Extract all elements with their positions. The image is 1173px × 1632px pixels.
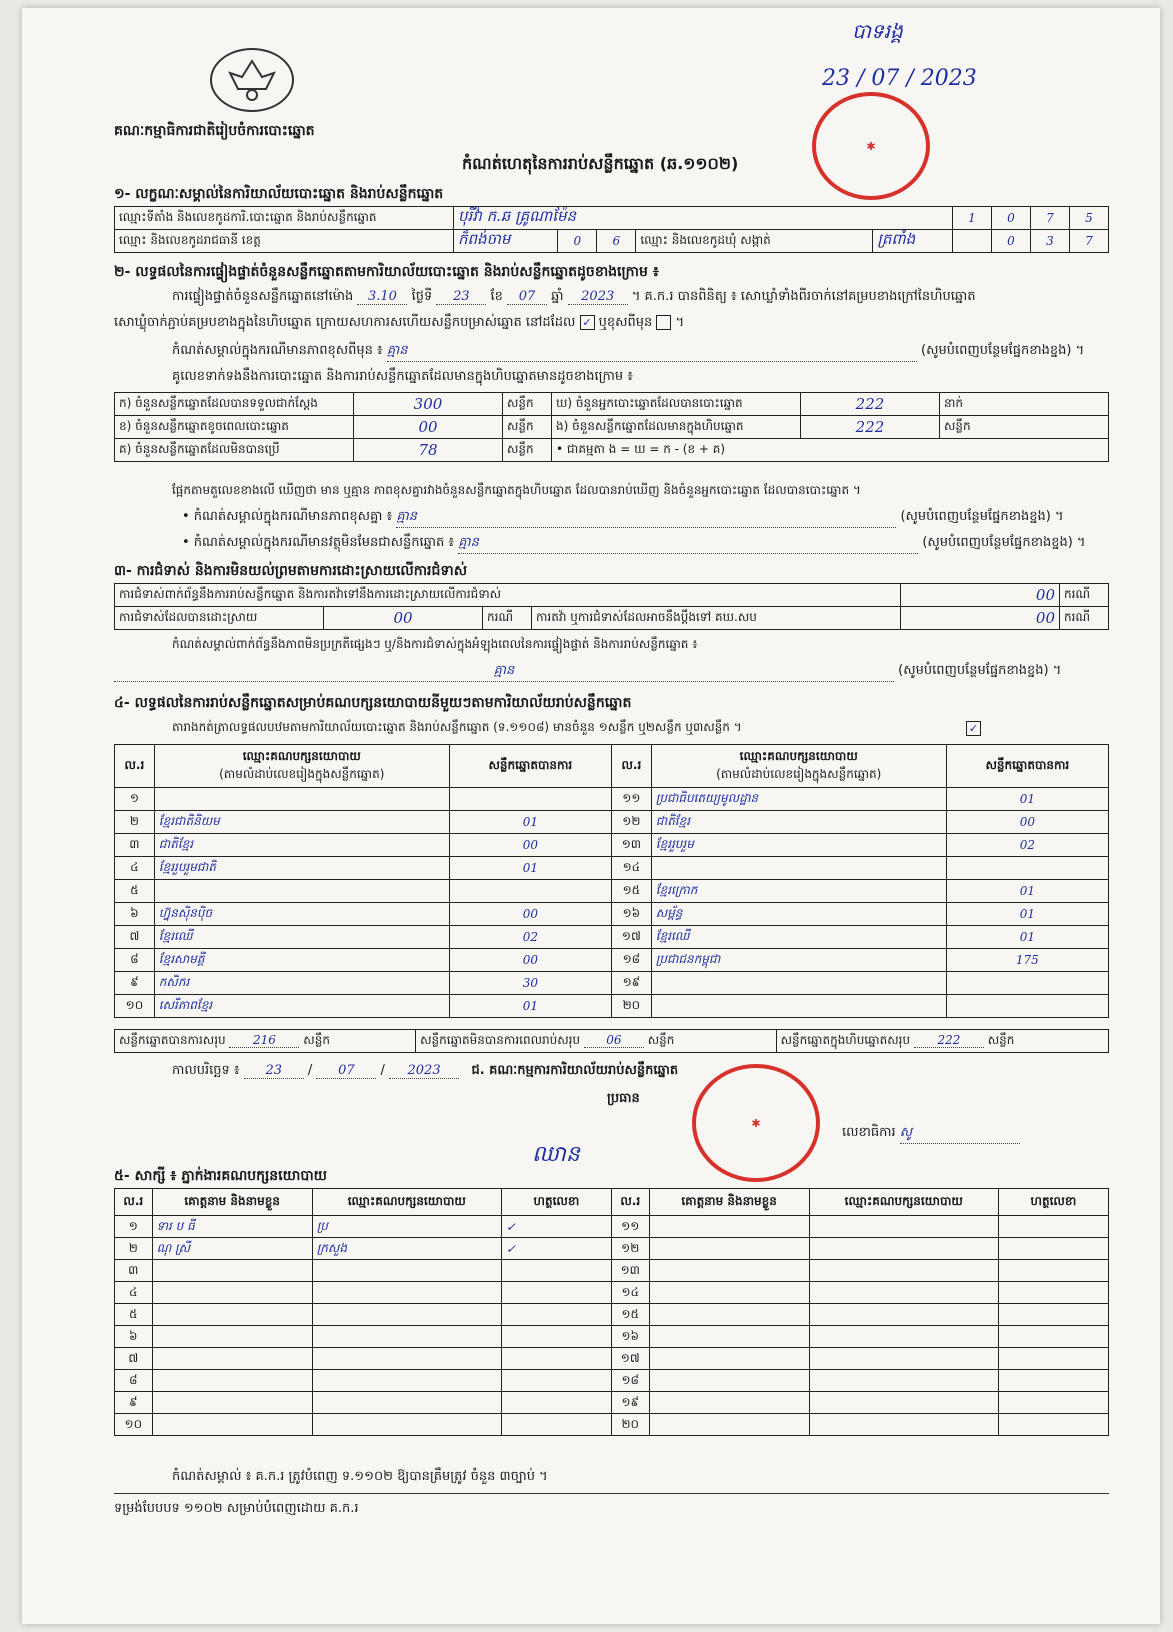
party-name xyxy=(651,995,946,1018)
vote-row xyxy=(115,995,1109,1018)
row-number: ១៥ xyxy=(611,880,651,903)
party-votes xyxy=(946,972,1108,995)
witness-signature xyxy=(998,1326,1108,1348)
witness-signature xyxy=(998,1414,1108,1436)
row-number: ៦ xyxy=(115,1326,153,1348)
form-title: កំណត់ហេតុនៃការរាប់សន្លឹកឆ្នោត (ឆ.១១០២) xyxy=(462,154,739,173)
row-number: ១០ xyxy=(115,1414,153,1436)
witness-row xyxy=(115,1348,1109,1370)
date-line: កាលបរិច្ឆេទ ៖ 23 / 07 / 2023 ជ. គណៈកម្មការការិយាល័យរាប់សន្លឹកឆ្នោត xyxy=(172,1063,679,1078)
witness-name xyxy=(649,1260,809,1282)
vote-row xyxy=(115,834,1109,857)
party-votes: 00 xyxy=(449,834,611,857)
witness-name xyxy=(649,1304,809,1326)
president-signature: ឈាន xyxy=(532,1142,580,1167)
witness-name xyxy=(649,1370,809,1392)
row-number: ១៣ xyxy=(611,1260,649,1282)
section3-heading: ៣- ការជំទាស់ និងការមិនយល់ព្រមតាមការដោះស្រាយលើការជំទាស់ xyxy=(114,563,468,579)
location-code-2: 0 xyxy=(992,207,1031,230)
party-votes: 00 xyxy=(946,811,1108,834)
row-number: ៩ xyxy=(115,1392,153,1414)
witness-name xyxy=(649,1282,809,1304)
section5-note: កំណត់សម្គាល់ ៖ គ.ក.រ ត្រូវបំពេញ ទ.១១០២ ឱ្យបានត្រឹមត្រូវ ចំនួន ៣ច្បាប់ ។ xyxy=(172,1469,548,1484)
witness-party xyxy=(312,1370,501,1392)
location-code-1: 1 xyxy=(953,207,992,230)
party-name: ខ្មែរឈើ xyxy=(154,926,449,949)
stamp-date: 23 / 07 / 2023 xyxy=(822,66,977,91)
irregularity-line: គ្មាន (សូមបំពេញបន្ថែមផ្នែកខាងខ្នង) ។ xyxy=(114,662,1061,682)
party-name xyxy=(651,972,946,995)
witness-signature xyxy=(501,1304,611,1326)
province-code-2: 6 xyxy=(597,230,636,253)
verification-day: 23 xyxy=(436,289,486,305)
official-stamp-top: ✱ xyxy=(812,92,930,200)
stamp-note: បាទរង្គ xyxy=(852,19,903,43)
commune-label: ឈ្មោះ និងលេខកូដឃុំ សង្កាត់ xyxy=(636,230,873,253)
row-number: ៣ xyxy=(115,1260,153,1282)
objections-label: ការជំទាស់ពាក់ព័ន្ធនឹងការរាប់សន្លឹកឆ្នោត និងការតវ៉ាទៅនឹងការដោះស្រាយលើការជំទាស់ xyxy=(115,584,901,607)
date-day: 23 xyxy=(244,1063,304,1079)
party-name: ប្រជាធិបតេយ្យមូលដ្ឋាន xyxy=(651,788,946,811)
row-number: ៧ xyxy=(115,926,155,949)
witness-party xyxy=(809,1348,998,1370)
row-number: ១៧ xyxy=(611,1348,649,1370)
seal-line: សោឃ្លុំចាក់ភ្ជាប់គម្របខាងក្នុងនៃហិបឆ្នោត ក្រោយសហការសហើយសន្លឹកបម្រាស់ឆ្នោត នៅដដែល ✓ ឬខុសពីមុន ។ xyxy=(114,315,685,330)
witness-row xyxy=(115,1238,1109,1260)
resolved-count: 00 xyxy=(324,607,483,630)
row-number: ១១ xyxy=(611,788,651,811)
party-name: ខ្មែររួបរួម xyxy=(651,834,946,857)
row-number: ១៦ xyxy=(611,903,651,926)
compare-line: ផ្អែកតាមតួលេខខាងលើ ឃើញថា មាន ឬគ្មាន ភាពខុសគ្នារវាងចំនួនសន្លឹកឆ្នោតក្នុងហិបឆ្នោត ដែលបានរាប់ឃើញ និងចំនួនអ្នកបោះឆ្នោត ដែលបានបោះឆ្នោត ។ xyxy=(172,483,861,497)
location-label: ឈ្មោះទីតាំង និងលេខកូដការិ.បោះឆ្នោត និងរាប់សន្លឹកឆ្នោត xyxy=(115,207,454,230)
witness-party xyxy=(809,1216,998,1238)
commune-value: ត្រពាំង xyxy=(873,230,953,253)
form-sheet xyxy=(22,8,1160,1624)
witness-row xyxy=(115,1260,1109,1282)
unchanged-checkbox[interactable]: ✓ xyxy=(580,315,595,330)
emblem-logo xyxy=(210,48,294,112)
row-number: ១៣ xyxy=(611,834,651,857)
row-number: ២០ xyxy=(611,995,651,1018)
witness-name xyxy=(152,1414,312,1436)
diff-note: • កំណត់សម្គាល់ក្នុងករណីមានភាពខុសគ្នា ៖ គ្មាន (សូមបំពេញបន្ថែមផ្នែកខាងខ្នង) ។ xyxy=(182,508,1064,528)
party-votes: 01 xyxy=(449,811,611,834)
location-code-4: 5 xyxy=(1070,207,1109,230)
missing-note-value: គ្មាន xyxy=(458,534,918,554)
vote-row xyxy=(115,972,1109,995)
witness-signature xyxy=(998,1304,1108,1326)
location-value: បុរីវ៉ា ក.ឆ គ្រូណាម៉ែន xyxy=(454,207,953,230)
spoiled-ballots: 00 xyxy=(354,416,503,439)
counts-table xyxy=(114,392,1109,462)
counts-row: គ) ចំនួនសន្លឹកឆ្នោតដែលមិនបានប្រើ 78 សន្លឹក • ជាគម្មតា ង = ឃ = ក - (ខ + គ) xyxy=(115,439,1109,462)
party-name: សេរីភាពខ្មែរ xyxy=(154,995,449,1018)
witness-signature xyxy=(998,1348,1108,1370)
party-votes: 00 xyxy=(449,903,611,926)
row-number: ១៨ xyxy=(611,949,651,972)
witness-name xyxy=(649,1326,809,1348)
party-name xyxy=(154,788,449,811)
verification-month: 07 xyxy=(507,289,547,305)
witness-party xyxy=(312,1414,501,1436)
secretary-signature: សូ xyxy=(900,1124,1020,1144)
party-votes xyxy=(449,788,611,811)
row-number: ២ xyxy=(115,1238,153,1260)
diff-note-value: គ្មាន xyxy=(396,508,896,528)
party-name: ជាតិខ្មែរ xyxy=(651,811,946,834)
witness-table: ល.រ គោត្តនាម និងនាមខ្លួន ឈ្មោះគណបក្សនយោបាយ ហត្ថលេខា ល.រ គោត្តនាម និងនាមខ្លួន ឈ្មោះគណបក្សនយោបាយ ហត្ថលេខា ១ ទារ ប ធី ប្រ ✓ ១១ ២ ណុ ស្រី ក្រសួង ✓ ១២ ៣ ១៣ ៤ ១៤ ៥ ១៥ ៦ ១៦ ៧ ១៧ ៨ ១៨ ៩ ១៩ ១០ ២០ xyxy=(114,1188,1109,1436)
province-value: ក៏ពង់ចាម xyxy=(454,230,558,253)
witness-name xyxy=(649,1216,809,1238)
party-votes: 01 xyxy=(449,857,611,880)
vote-row xyxy=(115,903,1109,926)
official-stamp-bottom: ✱ xyxy=(692,1064,820,1182)
witness-party xyxy=(312,1304,501,1326)
total-in-box: 222 xyxy=(914,1033,984,1048)
section4-intro: តារាងកត់ត្រាលទ្ធផលបឋមតាមការិយាល័យបោះឆ្នោត និងរាប់សន្លឹកឆ្នោត (ទ.១១០៨) មានចំនួន ១សន្លឹក ឬ២សន្លឹក ឬ៣សន្លឹក ។ xyxy=(172,720,742,734)
party-votes: 01 xyxy=(946,880,1108,903)
row-number: ១៩ xyxy=(611,1392,649,1414)
party-votes: 01 xyxy=(946,788,1108,811)
witness-signature xyxy=(998,1392,1108,1414)
witness-party xyxy=(312,1326,501,1348)
row-number: ៤ xyxy=(115,1282,153,1304)
row-number: ៩ xyxy=(115,972,155,995)
witness-party: ប្រ xyxy=(312,1216,501,1238)
witness-party xyxy=(809,1282,998,1304)
footer-text: ទម្រង់បែបបទ ១១០២ សម្រាប់បំពេញដោយ គ.ក.រ xyxy=(114,1501,359,1516)
party-name: ជាតិខ្មែរ xyxy=(154,834,449,857)
witness-party xyxy=(809,1370,998,1392)
province-label: ឈ្មោះ និងលេខកូដរាជធានី ខេត្ត xyxy=(115,230,454,253)
witness-party xyxy=(312,1282,501,1304)
party-name: សម្ព័ន្ធ xyxy=(651,903,946,926)
vote-row xyxy=(115,926,1109,949)
witness-name xyxy=(152,1260,312,1282)
party-name: ខ្មែរសាមគ្គី xyxy=(154,949,449,972)
vote-row xyxy=(115,949,1109,972)
resolved-label: ការជំទាស់ដែលបានដោះស្រាយ xyxy=(115,607,324,630)
row-number: ១៧ xyxy=(611,926,651,949)
party-votes: 01 xyxy=(946,926,1108,949)
party-name xyxy=(651,857,946,880)
change-note-value: គ្មាន xyxy=(387,342,917,362)
witness-row xyxy=(115,1282,1109,1304)
president-label: ប្រធាន xyxy=(607,1091,640,1106)
footer-divider xyxy=(114,1493,1109,1494)
witness-name xyxy=(152,1304,312,1326)
witness-signature xyxy=(501,1326,611,1348)
vote-row xyxy=(115,788,1109,811)
witness-name: ណុ ស្រី xyxy=(152,1238,312,1260)
row-number: ១៤ xyxy=(611,857,651,880)
witness-party: ក្រសួង xyxy=(312,1238,501,1260)
witness-name xyxy=(649,1348,809,1370)
location-code-3: 7 xyxy=(1031,207,1070,230)
party-votes: 01 xyxy=(449,995,611,1018)
total-valid: 216 xyxy=(229,1033,299,1048)
formula: • ជាគម្មតា ង = ឃ = ក - (ខ + គ) xyxy=(552,439,1109,462)
verification-year: 2023 xyxy=(568,289,628,305)
witness-party xyxy=(312,1348,501,1370)
row-number: ១២ xyxy=(611,1238,649,1260)
row-number: ១ xyxy=(115,788,155,811)
commune-code-3: 7 xyxy=(1070,230,1109,253)
vote-row xyxy=(115,880,1109,903)
row-number: ៣ xyxy=(115,834,155,857)
voters-count: 222 xyxy=(801,393,940,416)
commune-code-blank xyxy=(953,230,992,253)
change-note: កំណត់សម្គាល់ក្នុងករណីមានភាពខុសពីមុន ៖ គ្មាន (សូមបំពេញបន្ថែមផ្នែកខាងខ្នង) ។ xyxy=(172,342,1084,362)
row-number: ១៨ xyxy=(611,1370,649,1392)
vote-row xyxy=(115,811,1109,834)
witness-party xyxy=(809,1326,998,1348)
witness-row xyxy=(115,1414,1109,1436)
witness-signature xyxy=(998,1282,1108,1304)
irregularity-value: គ្មាន xyxy=(114,662,894,682)
witness-party xyxy=(809,1304,998,1326)
witness-name xyxy=(152,1348,312,1370)
witness-name xyxy=(152,1282,312,1304)
party-votes: 01 xyxy=(946,903,1108,926)
witness-party xyxy=(809,1260,998,1282)
counts-row: ក) ចំនួនសន្លឹកឆ្នោតដែលបានទទួលជាក់ស្តែង 300 សន្លឹក ឃ) ចំនួនអ្នកបោះឆ្នោតដែលបានបោះឆ្នោត 222 នាក់ xyxy=(115,393,1109,416)
vote-row xyxy=(115,857,1109,880)
row-number: ១៦ xyxy=(611,1326,649,1348)
party-votes xyxy=(449,880,611,903)
row-number: ៤ xyxy=(115,857,155,880)
party-name: ប្រជាជនកម្ពុជា xyxy=(651,949,946,972)
party-votes xyxy=(946,995,1108,1018)
witness-signature xyxy=(501,1282,611,1304)
section5-heading: ៥- សាក្សី ៖ ភ្នាក់ងារគណបក្សនយោបាយ xyxy=(114,1168,328,1184)
party-votes: 02 xyxy=(946,834,1108,857)
witness-signature xyxy=(501,1392,611,1414)
row-number: ៨ xyxy=(115,1370,153,1392)
witness-signature xyxy=(501,1348,611,1370)
row-number: ១១ xyxy=(611,1216,649,1238)
three-sheets-checkbox[interactable]: ✓ xyxy=(966,721,981,736)
party-name xyxy=(154,880,449,903)
section2-intro: គូលេខទាក់ទងនឹងការបោះឆ្នោត និងការរាប់សន្លឹកឆ្នោតដែលមានក្នុងហិបឆ្នោតមានដូចខាងក្រោម ៖ xyxy=(172,369,633,384)
witness-party xyxy=(809,1414,998,1436)
received-ballots: 300 xyxy=(354,393,503,416)
witness-row xyxy=(115,1304,1109,1326)
province-code-1: 0 xyxy=(558,230,597,253)
section2-heading: ២- លទ្ធផលនៃការផ្ទៀងផ្ទាត់ចំនួនសន្លឹកឆ្នោតតាមការិយាល័យបោះឆ្នោត និងរាប់សន្លឹកឆ្នោតដូចខាងក្រោម ៖ xyxy=(114,264,659,280)
commune-code-1: 0 xyxy=(992,230,1031,253)
party-name: ខ្មែរជាតិនិយម xyxy=(154,811,449,834)
counts-row: ខ) ចំនួនសន្លឹកឆ្នោតខូចពេលបោះឆ្នោត 00 សន្លឹក ង) ចំនួនសន្លឹកឆ្នោតដែលមានក្នុងហិបឆ្នោត 222 សន្លឹក xyxy=(115,416,1109,439)
row-number: ១៥ xyxy=(611,1304,649,1326)
party-name: ហ្វ៊ុនស៊ិនប៉ិច xyxy=(154,903,449,926)
total-invalid: 06 xyxy=(584,1033,644,1048)
party-votes xyxy=(946,857,1108,880)
witness-row xyxy=(115,1392,1109,1414)
witness-name xyxy=(152,1326,312,1348)
witness-signature xyxy=(998,1216,1108,1238)
row-number: ៦ xyxy=(115,903,155,926)
appeal-label: ការតវ៉ា ឬការជំទាស់ដែលអាចនឹងប្តឹងទៅ គឃ.សប xyxy=(532,607,901,630)
org-name: គណៈកម្មាធិការជាតិរៀបចំការបោះឆ្នោត xyxy=(114,123,315,139)
verification-time: 3.10 xyxy=(357,289,407,305)
date-year: 2023 xyxy=(389,1063,459,1079)
date-month: 07 xyxy=(316,1063,376,1079)
witness-name: ទារ ប ធី xyxy=(152,1216,312,1238)
row-number: ២០ xyxy=(611,1414,649,1436)
unused-ballots: 78 xyxy=(354,439,503,462)
section1-table xyxy=(114,206,1109,253)
party-name: ខ្មែររួបរួមជាតិ xyxy=(154,857,449,880)
irregularity-note: កំណត់សម្គាល់ពាក់ព័ន្ធនឹងភាពមិនប្រក្រតីផ្សេងៗ ឬ/និងការជំទាស់ក្នុងអំឡុងពេលនៃការផ្ទៀងផ្ទាត់ និងការរាប់សន្លឹកឆ្នោត ៖ xyxy=(172,637,698,651)
party-votes: 02 xyxy=(449,926,611,949)
witness-row xyxy=(115,1370,1109,1392)
row-number: ១៩ xyxy=(611,972,651,995)
secretary-line: លេខាធិការ សូ xyxy=(842,1124,1020,1144)
appeal-count: 00 xyxy=(901,607,1060,630)
changed-checkbox[interactable] xyxy=(656,315,671,330)
section4-heading: ៤- លទ្ធផលនៃការរាប់សន្លឹកឆ្នោតសម្រាប់គណបក្សនយោបាយនីមួយៗតាមការិយាល័យរាប់សន្លឹកឆ្នោត xyxy=(114,695,632,711)
witness-signature: ✓ xyxy=(501,1216,611,1238)
row-number: ៥ xyxy=(115,880,155,903)
objections-table: ការជំទាស់ពាក់ព័ន្ធនឹងការរាប់សន្លឹកឆ្នោត និងការតវ៉ាទៅនឹងការដោះស្រាយលើការជំទាស់ 00 ករណី ការជំទាស់ដែលបានដោះស្រាយ 00 ករណី ការតវ៉ា ឬការជំទាស់ដែលអាចនឹងប្តឹងទៅ គឃ.សប 00 ករណី xyxy=(114,583,1109,630)
witness-name xyxy=(649,1392,809,1414)
party-name: កសិករ xyxy=(154,972,449,995)
witness-party xyxy=(312,1260,501,1282)
row-number: ១០ xyxy=(115,995,155,1018)
witness-signature xyxy=(501,1414,611,1436)
witness-party xyxy=(809,1392,998,1414)
witness-name xyxy=(152,1392,312,1414)
party-name: ខ្មែរឈើ xyxy=(651,926,946,949)
witness-signature: ✓ xyxy=(501,1238,611,1260)
party-votes: 00 xyxy=(449,949,611,972)
row-number: ៨ xyxy=(115,949,155,972)
row-number: ២ xyxy=(115,811,155,834)
ballots-in-box: 222 xyxy=(801,416,940,439)
row-number: ១៤ xyxy=(611,1282,649,1304)
row-number: ១២ xyxy=(611,811,651,834)
row-number: ១ xyxy=(115,1216,153,1238)
witness-party xyxy=(312,1392,501,1414)
witness-signature xyxy=(998,1238,1108,1260)
witness-signature xyxy=(501,1260,611,1282)
party-votes: 30 xyxy=(449,972,611,995)
commune-code-2: 3 xyxy=(1031,230,1070,253)
party-votes: 175 xyxy=(946,949,1108,972)
missing-note: • កំណត់សម្គាល់ក្នុងករណីមានវត្ថុមិនមែនជាសន្លឹកឆ្នោត ៖ គ្មាន (សូមបំពេញបន្ថែមផ្នែកខាងខ្នង) ។ xyxy=(182,534,1085,554)
verification-line: ការផ្ទៀងផ្ទាត់ចំនួនសន្លឹកឆ្នោតនៅម៉ោង 3.10 ថ្ងៃទី 23 ខែ 07 ឆ្នាំ 2023 ។ គ.ក.រ បានពិនិត្យ ៖ សោឃ្លាំទាំងពីរចាក់នៅគម្របខាងក្រៅនៃហិបឆ្នោត xyxy=(172,289,976,304)
witness-row xyxy=(115,1326,1109,1348)
witness-signature xyxy=(998,1370,1108,1392)
witness-name xyxy=(649,1414,809,1436)
witness-name xyxy=(649,1238,809,1260)
witness-signature xyxy=(501,1370,611,1392)
section1-heading: ១- លក្ខណៈសម្គាល់នៃការិយាល័យបោះឆ្នោត និងរាប់សន្លឹកឆ្នោត xyxy=(114,186,444,202)
witness-signature xyxy=(998,1260,1108,1282)
witness-name xyxy=(152,1370,312,1392)
witness-party xyxy=(809,1238,998,1260)
row-number: ៥ xyxy=(115,1304,153,1326)
objections-count: 00 xyxy=(901,584,1060,607)
party-name: ខ្មែរក្រោក xyxy=(651,880,946,903)
witness-row xyxy=(115,1216,1109,1238)
vote-totals: សន្លឹកឆ្នោតបានការសរុប 216 សន្លឹក សន្លឹកឆ្នោតមិនបានការពេលរាប់សរុប 06 សន្លឹក សន្លឹកឆ្នោតក្នុងហិបឆ្នោតសរុប 222 សន្លឹក xyxy=(114,1029,1109,1053)
party-votes-table: ល.រ ឈ្មោះគណបក្សនយោបាយ (តាមលំដាប់លេខរៀងក្នុងសន្លឹកឆ្នោត) សន្លឹកឆ្នោតបានការ ល.រ ឈ្មោះគណបក្សនយោបាយ (តាមលំដាប់លេខរៀងក្នុងសន្លឹកឆ្នោត) សន្លឹកឆ្នោតបានការ ១ ១១ ប្រជាធិបតេយ្យមូលដ្ឋាន 01 ២ ខ្មែរជាតិនិយម 01 ១២ ជាតិខ្មែរ 00 ៣ ជាតិខ្មែរ 00 ១៣ ខ្មែររួបរួម 02 ៤ ខ្មែររួបរួមជាតិ 01 ១៤ ៥ ១៥ ខ្មែរក្រោក 01 ៦ ហ្វ៊ុនស៊ិនប៉ិច 00 ១៦ សម្ព័ន្ធ 01 ៧ ខ្មែរឈើ 02 ១៧ ខ្មែរឈើ 01 ៨ ខ្មែរសាមគ្គី 00 ១៨ ប្រជាជនកម្ពុជា 175 ៩ កសិករ 30 ១៩ ១០ សេរីភាពខ្មែរ 01 ២០ xyxy=(114,744,1109,1018)
row-number: ៧ xyxy=(115,1348,153,1370)
